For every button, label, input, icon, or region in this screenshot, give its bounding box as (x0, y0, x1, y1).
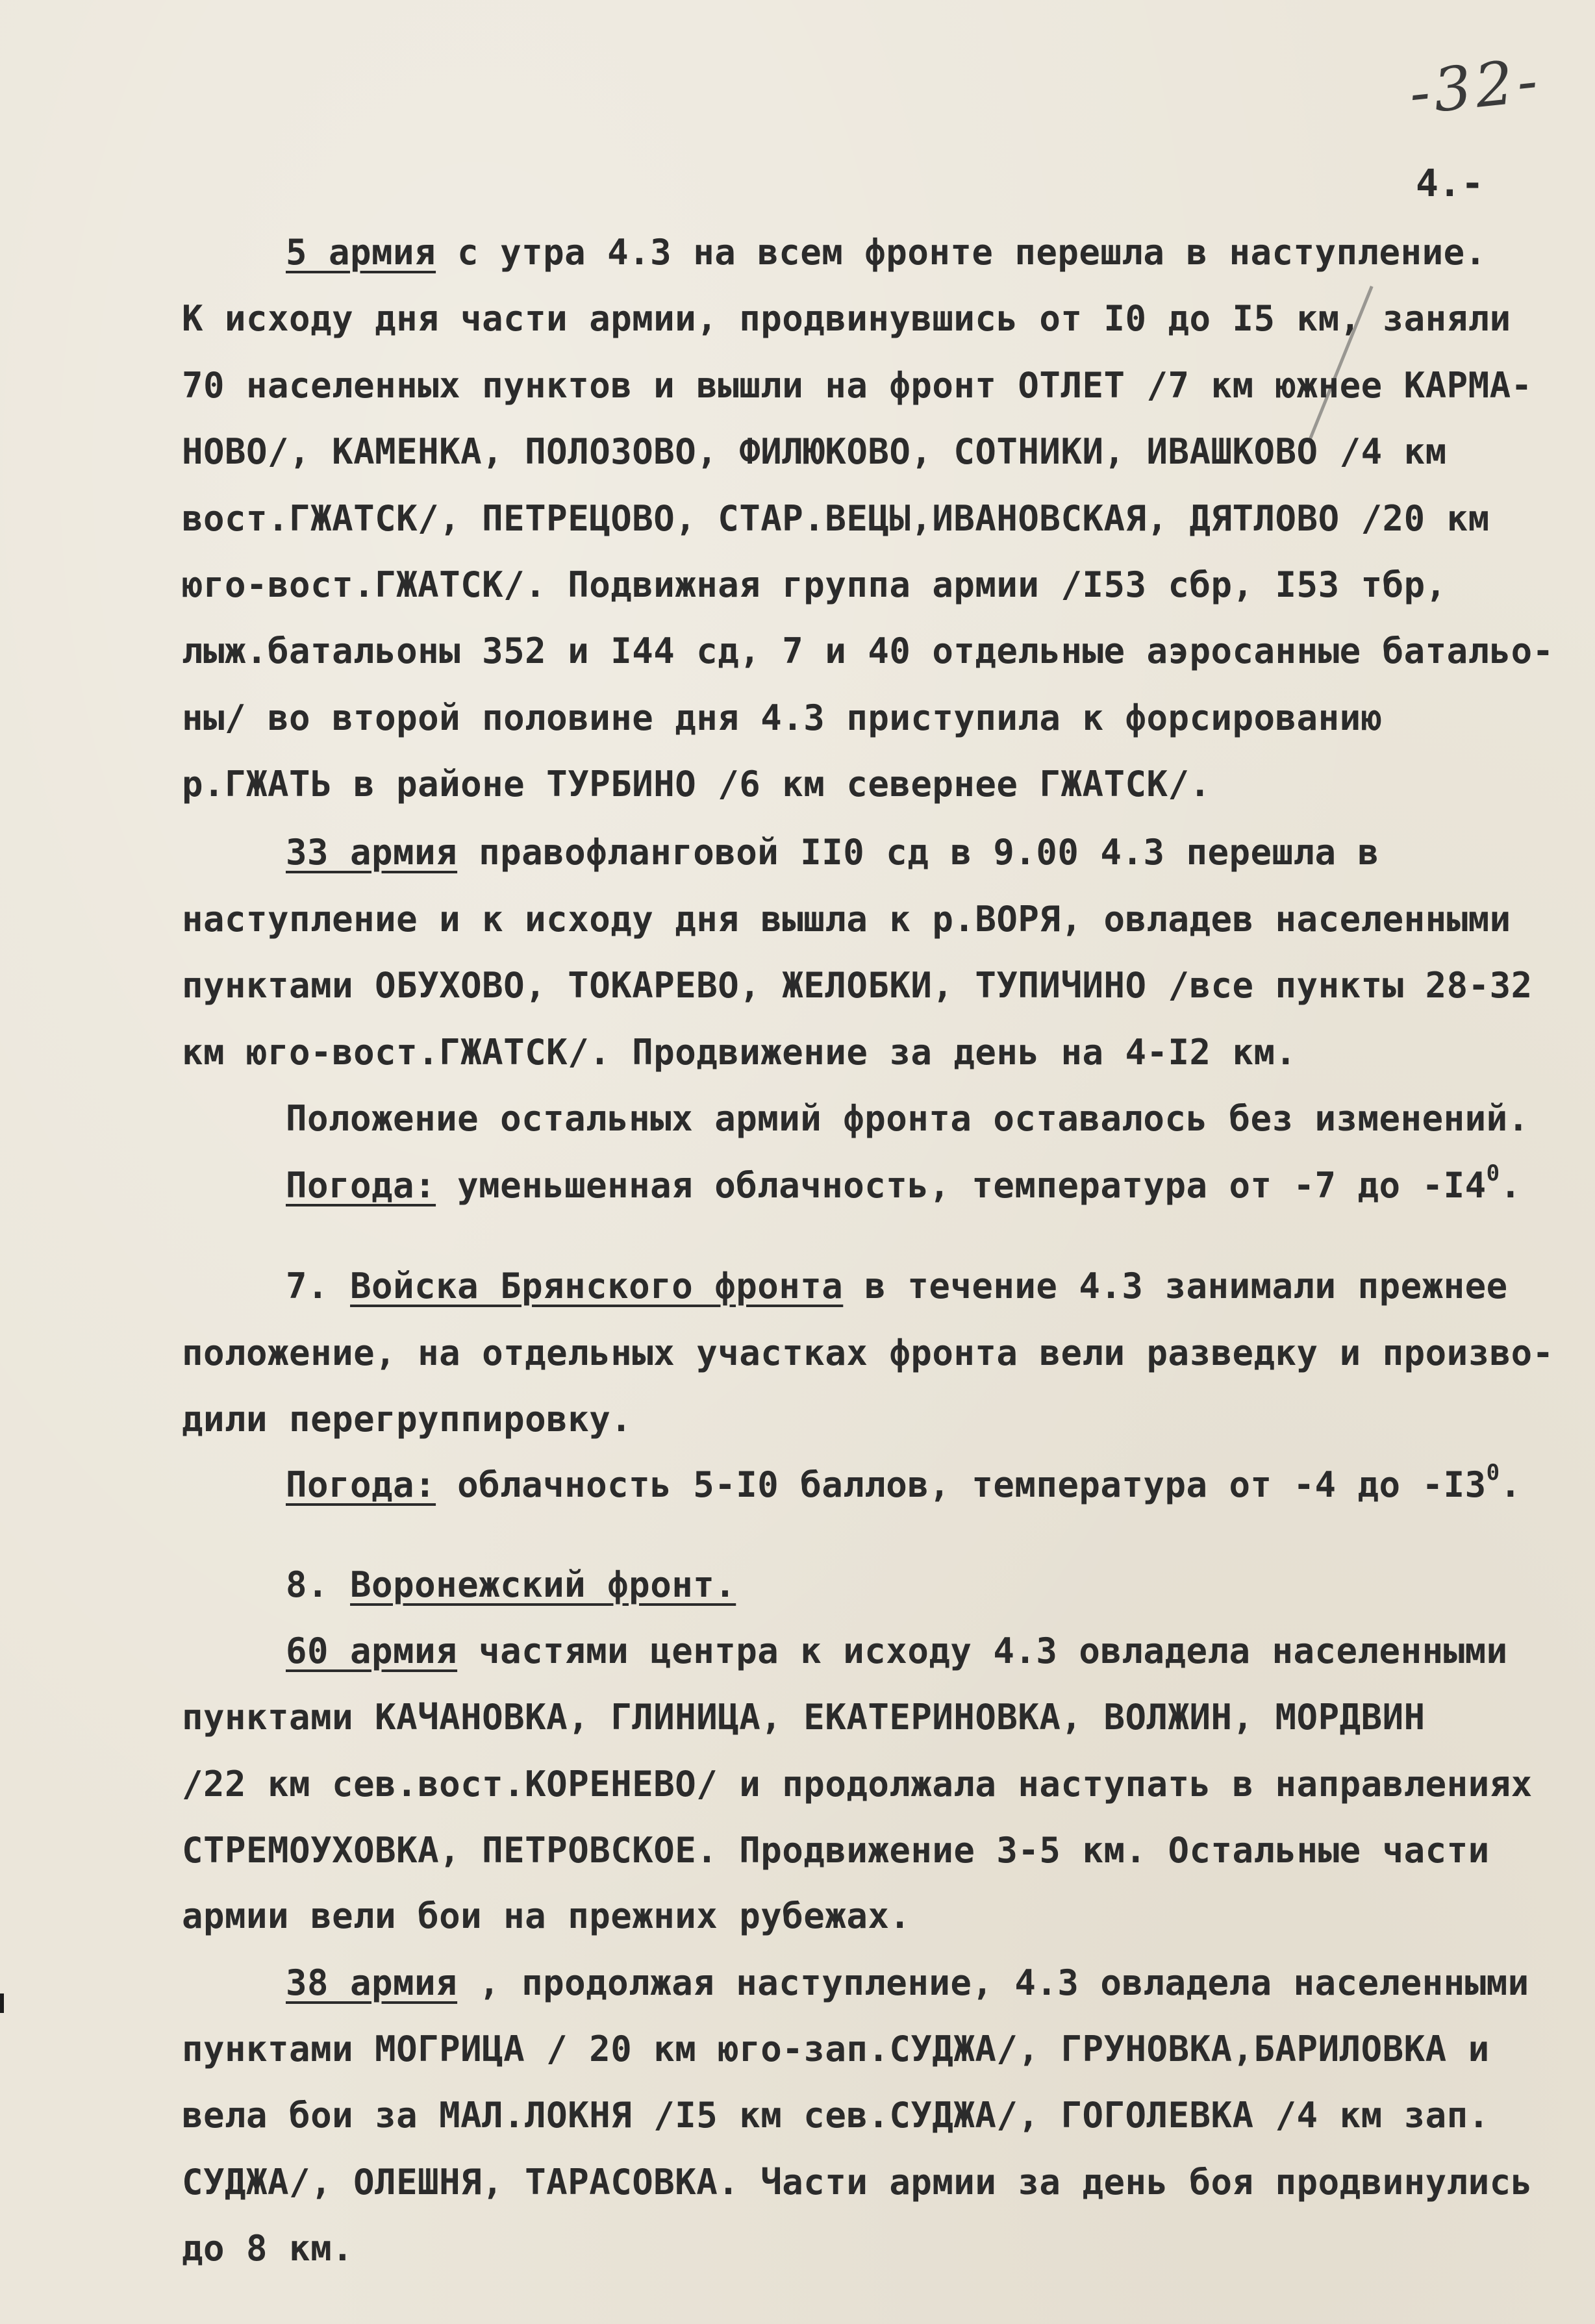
text-line: вост.ГЖАТСК/, ПЕТРЕЦОВО, СТАР.ВЕЦЫ,ИВАНОВСКАЯ, ДЯТЛОВО /20 км (182, 498, 1490, 539)
text-line: юго-вост.ГЖАТСК/. Подвижная группа армии /I53 сбр, I53 тбр, (182, 564, 1447, 605)
text-line: 5 армия с утра 4.3 на всем фронте перешла в наступление. (286, 232, 1487, 273)
text-line: до 8 км. (182, 2228, 354, 2269)
text-line: км юго-вост.ГЖАТСК/. Продвижение за день на 4-I2 км. (182, 1032, 1297, 1073)
text-line: пунктами КАЧАНОВКА, ГЛИНИЦА, ЕКАТЕРИНОВКА, ВОЛЖИН, МОРДВИН (182, 1697, 1425, 1738)
text-line: Погода: облачность 5-I0 баллов, температура от -4 до $-I3^0$. (286, 1460, 1522, 1505)
margin-mark (0, 1993, 4, 2013)
text-line: СТРЕМОУХОВКА, ПЕТРОВСКОЕ. Продвижение 3-5 км. Остальные части (182, 1830, 1490, 1871)
text-line: лыж.батальоны 352 и I44 сд, 7 и 40 отдельные аэросанные батальо- (182, 631, 1554, 671)
page-number: 4.- (1416, 161, 1484, 205)
army-heading-5: 5 армия (286, 232, 436, 273)
text-line: Положение остальных армий фронта оставалось без изменений. (286, 1098, 1529, 1139)
text-line: /22 км сев.вост.КОРЕНЕВО/ и продолжала наступать в направлениях (182, 1764, 1533, 1805)
text-line: вела бои за МАЛ.ЛОКНЯ /I5 км сев.СУДЖА/, ГОГОЛЕВКА /4 км зап. (182, 2095, 1490, 2136)
front-heading-bryansk: Войска Брянского фронта (350, 1266, 844, 1306)
text-line: Погода: уменьшенная облачность, температура от -7 до $-I4^0$. (286, 1160, 1522, 1206)
text-line: армии вели бои на прежних рубежах. (182, 1895, 911, 1936)
text-line: пунктами МОГРИЦА / 20 км юго-зап.СУДЖА/, ГРУНОВКА,БАРИЛОВКА и (182, 2029, 1490, 2069)
text-line: К исходу дня части армии, продвинувшись от I0 до I5 км, заняли (182, 298, 1511, 339)
text-line: дили перегруппировку. (182, 1399, 633, 1440)
weather-label: Погода: (286, 1165, 436, 1206)
text-line: НОВО/, КАМЕНКА, ПОЛОЗОВО, ФИЛЮКОВО, СОТНИКИ, ИВАШКОВО /4 км (182, 431, 1447, 472)
text-line: пунктами ОБУХОВО, ТОКАРЕВО, ЖЕЛОБКИ, ТУПИЧИНО /все пункты 28-32 (182, 965, 1533, 1006)
text-line: 38 армия , продолжая наступление, 4.3 овладела населенными (286, 1962, 1529, 2003)
weather-label: Погода: (286, 1464, 436, 1505)
text-line: 8. Воронежский фронт. (286, 1564, 736, 1605)
army-heading-38: 38 армия (286, 1962, 458, 2003)
text-line: 70 населенных пунктов и вышли на фронт ОТЛЕТ /7 км южнее КАРМА- (182, 365, 1533, 406)
army-heading-33: 33 армия (286, 832, 458, 873)
text-line: 60 армия частями центра к исходу 4.3 овладела населенными (286, 1631, 1508, 1671)
text-line: наступление и к исходу дня вышла к р.ВОРЯ, овладев населенными (182, 899, 1511, 940)
text-line: СУДЖА/, ОЛЕШНЯ, ТАРАСОВКА. Части армии за день боя продвинулись (182, 2162, 1533, 2203)
text-line: 33 армия правофланговой II0 сд в 9.00 4.3 перешла в (286, 832, 1379, 873)
archive-sheet-number: -32- (1405, 45, 1545, 129)
text-line: р.ГЖАТЬ в районе ТУРБИНО /6 км севернее ГЖАТСК/. (182, 764, 1211, 805)
text-line: 7. Войска Брянского фронта в течение 4.3 занимали прежнее (286, 1266, 1508, 1306)
front-heading-voronezh: Воронежский фронт. (350, 1564, 736, 1605)
text-line: ны/ во второй половине дня 4.3 приступила к форсированию (182, 697, 1383, 738)
text-line: положение, на отдельных участках фронта вели разведку и произво- (182, 1332, 1554, 1373)
army-heading-60: 60 армия (286, 1631, 458, 1671)
